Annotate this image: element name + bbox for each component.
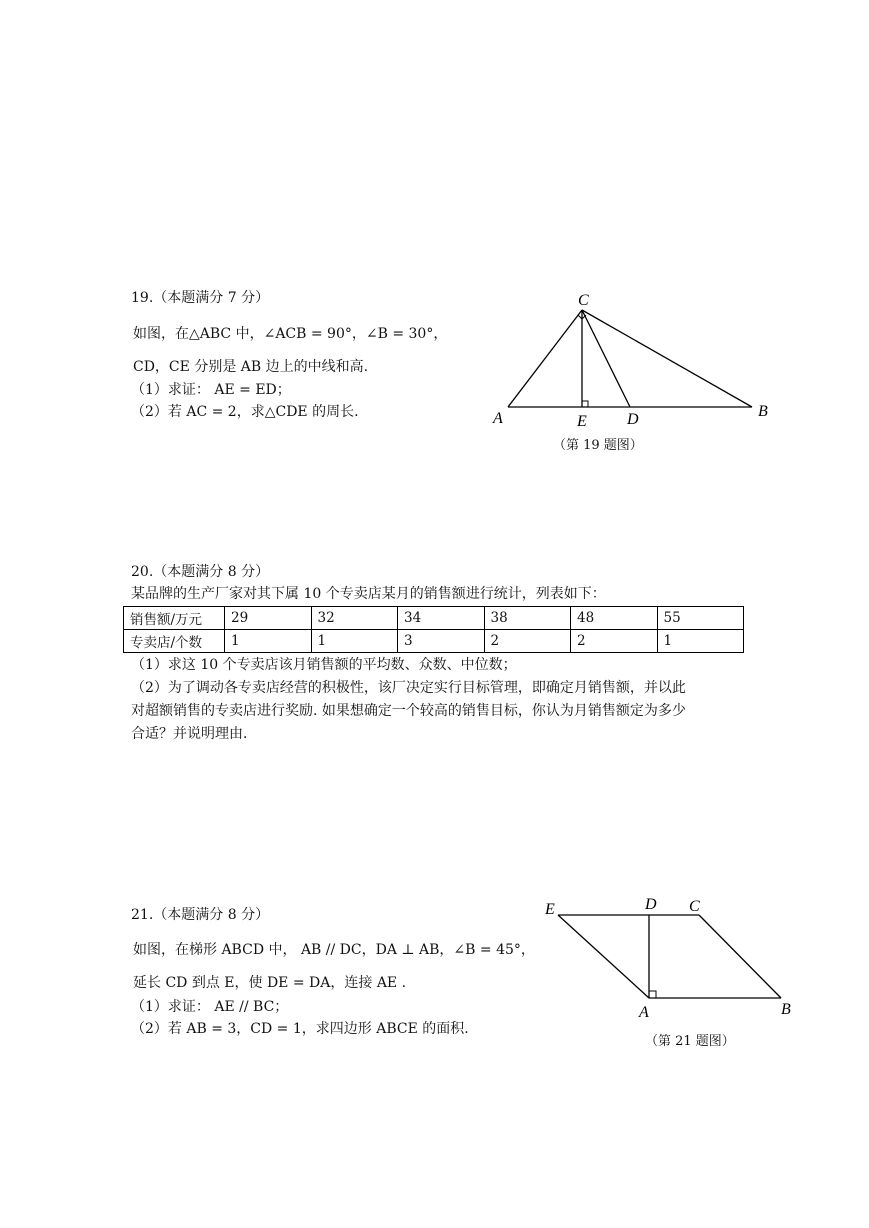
q21-figure-caption: （第 21 题图） bbox=[645, 1034, 735, 1049]
q21-label-a: A bbox=[639, 1004, 649, 1021]
q20-title: 20.（本题满分 8 分） bbox=[131, 564, 270, 580]
q21-label-b: B bbox=[781, 1001, 791, 1018]
q19-stem-line1: 如图，在△ABC 中，∠ACB = 90°，∠B = 30°， bbox=[133, 326, 448, 342]
q20-stem: 某品牌的生产厂家对其下属 10 个专卖店某月的销售额进行统计，列表如下： bbox=[131, 586, 606, 602]
q20-part2-line1: （2）为了调动各专卖店经营的积极性，该厂决定实行目标管理，即确定月销售额，并以此 bbox=[131, 680, 686, 696]
segment-ac bbox=[508, 310, 582, 407]
q21-label-c: C bbox=[689, 898, 700, 915]
q19-stem-line2: CD，CE 分别是 AB 边上的中线和高. bbox=[133, 359, 369, 375]
q19-label-b: B bbox=[758, 403, 768, 420]
table-cell: 29 bbox=[225, 607, 312, 630]
table-cell: 1 bbox=[657, 630, 744, 653]
q19-figure-caption: （第 19 题图） bbox=[553, 438, 643, 453]
right-angle-mark-a bbox=[649, 991, 656, 998]
table-cell: 34 bbox=[398, 607, 485, 630]
table-cell: 3 bbox=[398, 630, 485, 653]
q21-figure-trapezoid bbox=[535, 890, 800, 1025]
q19-label-c: C bbox=[578, 292, 589, 309]
q21-stem-line1: 如图，在梯形 ABCD 中， AB // DC，DA ⊥ AB，∠B = 45°， bbox=[133, 942, 535, 958]
q21-label-e: E bbox=[545, 901, 555, 918]
q20-part2-line3: 合适？并说明理由. bbox=[131, 726, 248, 742]
right-angle-mark-e bbox=[582, 401, 588, 407]
q21-title: 21.（本题满分 8 分） bbox=[131, 907, 270, 923]
table-cell: 1 bbox=[225, 630, 312, 653]
segment-cb bbox=[699, 915, 781, 998]
q21-part1: （1）求证： AE // BC； bbox=[131, 999, 289, 1015]
q21-stem-line2: 延长 CD 到点 E，使 DE = DA，连接 AE . bbox=[133, 975, 407, 991]
table-cell: 38 bbox=[484, 607, 571, 630]
segment-cd bbox=[582, 310, 630, 407]
table-cell: 55 bbox=[657, 607, 744, 630]
q19-part1: （1）求证： AE = ED； bbox=[131, 382, 291, 398]
q19-label-d: D bbox=[627, 411, 639, 428]
sales-table bbox=[123, 606, 744, 653]
table-cell: 2 bbox=[484, 630, 571, 653]
table-row-header: 专卖店/个数 bbox=[124, 630, 225, 653]
table-cell: 32 bbox=[311, 607, 398, 630]
table-cell: 1 bbox=[311, 630, 398, 653]
q21-part2: （2）若 AB = 3，CD = 1，求四边形 ABCE 的面积. bbox=[131, 1021, 469, 1037]
q20-part1: （1）求这 10 个专卖店该月销售额的平均数、众数、中位数； bbox=[131, 657, 517, 673]
q19-title: 19.（本题满分 7 分） bbox=[131, 290, 270, 306]
segment-ea bbox=[558, 915, 649, 998]
q19-figure-triangle bbox=[480, 285, 780, 455]
q19-label-a: A bbox=[493, 410, 503, 427]
table-row bbox=[124, 607, 744, 630]
table-row bbox=[124, 630, 744, 653]
q20-part2-line2: 对超额销售的专卖店进行奖励. 如果想确定一个较高的销售目标，你认为月销售额定为多少 bbox=[131, 703, 686, 719]
segment-cb bbox=[582, 310, 752, 407]
table-cell: 48 bbox=[571, 607, 658, 630]
q19-label-e: E bbox=[577, 413, 587, 430]
table-cell: 2 bbox=[571, 630, 658, 653]
q19-part2: （2）若 AC = 2，求△CDE 的周长. bbox=[131, 404, 359, 420]
q21-label-d: D bbox=[645, 896, 657, 913]
table-row-header: 销售额/万元 bbox=[124, 607, 225, 630]
